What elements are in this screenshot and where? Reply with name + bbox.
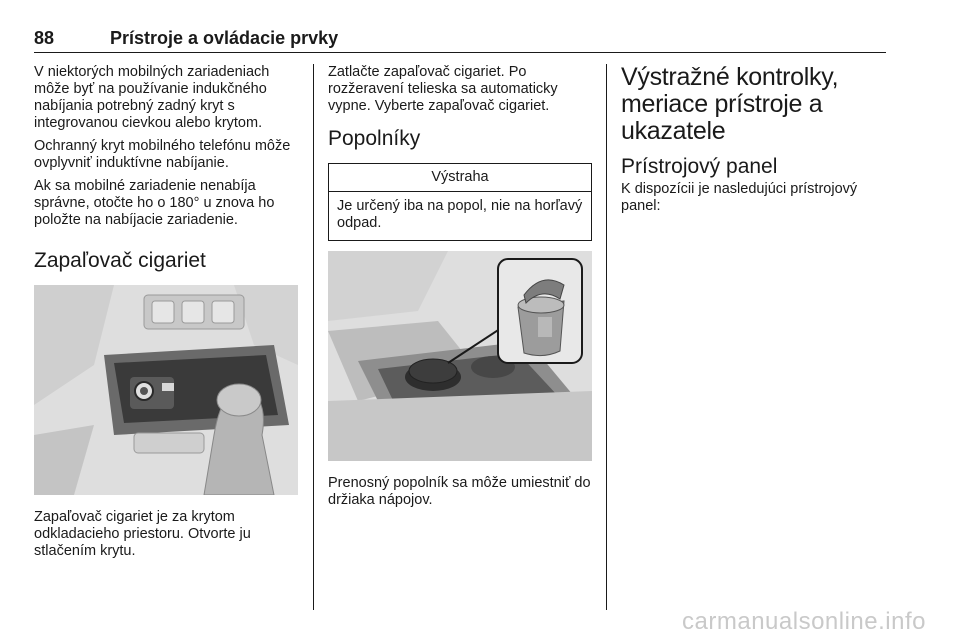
column-divider xyxy=(606,64,607,610)
column-3 xyxy=(621,64,891,221)
page-header xyxy=(34,26,886,53)
warning-box xyxy=(328,163,592,241)
cigarette-lighter-illustration xyxy=(34,285,298,495)
ashtray-illustration xyxy=(328,251,592,461)
figure-caption: Zapaľovač cigariet je za krytom odkladacieho priestoru. Otvorte ju stlačením krytu. xyxy=(34,509,251,559)
figure-caption: Prenosný popolník sa môže umiestniť do držiaka nápojov. xyxy=(328,475,591,508)
paragraph: Zatlačte zapaľovač cigariet. Po rozžeravení telieska sa automaticky vypne. Vyberte zapaľovač cigariet. xyxy=(328,64,558,114)
column-divider xyxy=(313,64,314,610)
paragraph: K dispozícii je nasledujúci prístrojový panel: xyxy=(621,181,858,214)
section-title: Prístroje a ovládacie prvky xyxy=(110,28,339,48)
paragraph: Ochranný kryt mobilného telefónu môže ovplyvniť induktívne nabíjanie. xyxy=(34,138,291,171)
section-heading-ashtrays: Popolníky xyxy=(328,127,421,150)
paragraph: V niektorých mobilných zariadeniach môže byť na používanie indukčného nabíjania potrebný zadný kryt s integrovanou cievkou alebo krytom. xyxy=(34,64,270,131)
column-2 xyxy=(328,64,592,515)
page-number: 88 xyxy=(34,28,55,48)
warning-title: Výstraha xyxy=(329,164,591,192)
warning-text: Je určený iba na popol, nie na horľavý odpad. xyxy=(337,198,583,231)
paragraph: Ak sa mobilné zariadenie nenabíja správne, otočte ho o 180° u znova ho položte na nabíjacie zariadenie. xyxy=(34,178,275,228)
watermark: carmanualsonline.info xyxy=(682,608,926,635)
chapter-heading: Výstražné kontrolky, meriace prístroje a ukazatele xyxy=(621,63,839,145)
subheading-instrument-panel: Prístrojový panel xyxy=(621,155,778,178)
column-1 xyxy=(34,64,300,566)
section-heading-cigarette-lighter: Zapaľovač cigariet xyxy=(34,249,206,272)
